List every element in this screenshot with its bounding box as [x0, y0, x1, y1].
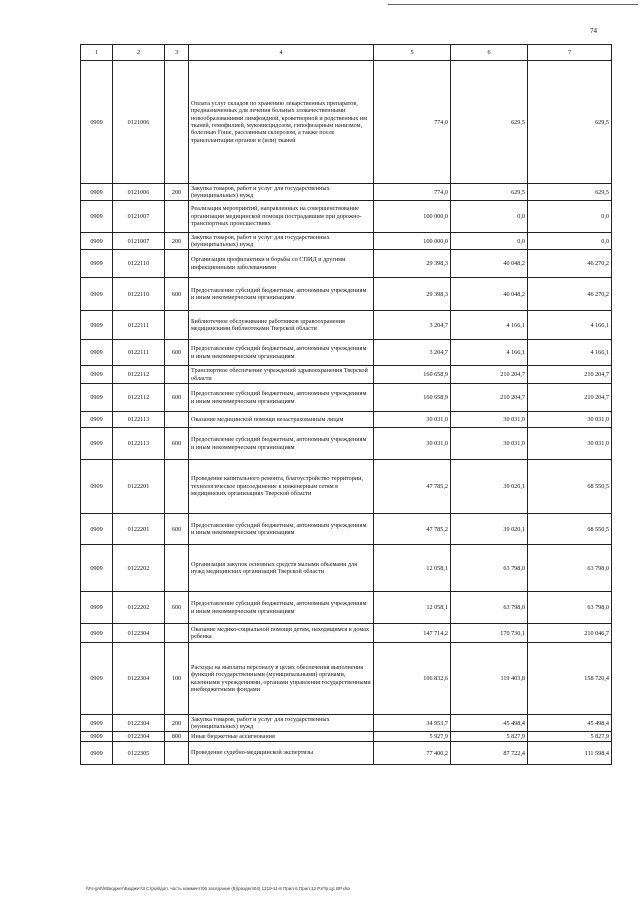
amount-col5-cell: 12 058,1 [374, 545, 451, 592]
target-article-cell: 0122112 [113, 384, 165, 412]
table-row [81, 624, 612, 643]
target-article-cell: 0122305 [113, 742, 165, 765]
amount-col5-cell: 160 658,9 [374, 384, 451, 412]
target-article-cell: 0122304 [113, 715, 165, 732]
description-cell: Предоставление субсидий бюджетным, автономным учреждениям и иным некоммерческим организациям [189, 340, 374, 366]
description-cell: Организация профилактики и борьбы со СПИД и другими инфекционными заболеваниями [189, 250, 374, 278]
target-article-cell: 0122201 [113, 514, 165, 545]
amount-col6-cell: 39 020,1 [451, 514, 528, 545]
target-article-cell: 0122113 [113, 412, 165, 428]
expense-type-cell: 200 [165, 715, 189, 732]
page-number: 74 [590, 27, 597, 35]
budget-table [80, 44, 612, 765]
amount-col7-cell: 629,5 [528, 184, 612, 201]
expense-type-cell: 600 [165, 592, 189, 624]
amount-col7-cell: 210 204,7 [528, 384, 612, 412]
amount-col7-cell: 63 798,0 [528, 592, 612, 624]
section-code-cell: 0909 [81, 592, 113, 624]
amount-col5-cell: 3 204,7 [374, 340, 451, 366]
target-article-cell: 0122304 [113, 643, 165, 715]
expense-type-cell [165, 460, 189, 514]
description-cell: Иные бюджетные ассигнования [189, 732, 374, 742]
amount-col5-cell: 34 953,7 [374, 715, 451, 732]
amount-col5-cell: 29 398,3 [374, 278, 451, 311]
amount-col7-cell: 4 166,1 [528, 311, 612, 340]
description-cell: Оказание медицинской помощи незастрахованным лицам [189, 412, 374, 428]
table-row [81, 412, 612, 428]
table-row [81, 592, 612, 624]
table-header-row [81, 45, 612, 61]
table-row [81, 250, 612, 278]
amount-col5-cell: 160 658,9 [374, 366, 451, 384]
amount-col6-cell: 30 031,0 [451, 428, 528, 460]
description-cell: Закупка товаров, работ и услуг для государственных (муниципальных) нужд [189, 233, 374, 250]
amount-col5-cell: 47 785,2 [374, 460, 451, 514]
amount-col6-cell: 629,5 [451, 61, 528, 184]
amount-col6-cell: 4 166,1 [451, 311, 528, 340]
table-row [81, 340, 612, 366]
section-code-cell: 0909 [81, 366, 113, 384]
description-cell: Организация закупок основных средств малыми объемами для нужд медицинских организаций Тверской области [189, 545, 374, 592]
expense-type-cell: 600 [165, 278, 189, 311]
description-cell: Предоставление субсидий бюджетным, автономным учреждениям и иным некоммерческим организациям [189, 514, 374, 545]
amount-col7-cell: 111 598,4 [528, 742, 612, 765]
expense-type-cell [165, 311, 189, 340]
column-header: 5 [374, 45, 451, 61]
amount-col7-cell: 0,0 [528, 233, 612, 250]
description-cell: Транспортное обеспечение учреждений здравоохранения Тверской области [189, 366, 374, 384]
expense-type-cell [165, 624, 189, 643]
expense-type-cell: 800 [165, 732, 189, 742]
target-article-cell: 0121007 [113, 201, 165, 233]
amount-col5-cell: 29 398,3 [374, 250, 451, 278]
amount-col6-cell: 0,0 [451, 201, 528, 233]
amount-col6-cell: 40 048,2 [451, 250, 528, 278]
expense-type-cell: 600 [165, 384, 189, 412]
top-rule [388, 4, 638, 5]
amount-col7-cell: 68 550,5 [528, 460, 612, 514]
description-cell: Закупка товаров, работ и услуг для государственных (муниципальных) нужд [189, 715, 374, 732]
section-code-cell: 0909 [81, 184, 113, 201]
amount-col6-cell: 87 722,4 [451, 742, 528, 765]
amount-col6-cell: 63 798,0 [451, 592, 528, 624]
section-code-cell: 0909 [81, 460, 113, 514]
amount-col7-cell: 45 498,4 [528, 715, 612, 732]
amount-col6-cell: 40 048,2 [451, 278, 528, 311]
amount-col5-cell: 106 832,6 [374, 643, 451, 715]
description-cell: Оказание медико-социальной помощи детям, находящимся в домах ребенка [189, 624, 374, 643]
amount-col7-cell: 68 550,5 [528, 514, 612, 545]
table-row [81, 643, 612, 715]
amount-col5-cell: 30 031,0 [374, 428, 451, 460]
table-row [81, 514, 612, 545]
table-row [81, 201, 612, 233]
expense-type-cell [165, 545, 189, 592]
target-article-cell: 0121006 [113, 61, 165, 184]
section-code-cell: 0909 [81, 250, 113, 278]
amount-col7-cell: 30 031,0 [528, 428, 612, 460]
description-cell: Закупка товаров, работ и услуг для государственных (муниципальных) нужд [189, 184, 374, 201]
target-article-cell: 0122111 [113, 311, 165, 340]
amount-col7-cell: 629,5 [528, 61, 612, 184]
amount-col6-cell: 30 031,0 [451, 412, 528, 428]
file-path-footer: \\Fs-gnt\fs\Бюджет\Бюджет\3 Строй\доп. часть коммент\06 заседание (9)\раздел\04) 1219-11-8 Прил.6 Прил.12 РзПр Цс ВР.xlsx [86, 886, 351, 891]
target-article-cell: 0121006 [113, 184, 165, 201]
target-article-cell: 0122113 [113, 428, 165, 460]
amount-col6-cell: 210 204,7 [451, 384, 528, 412]
amount-col5-cell: 774,0 [374, 61, 451, 184]
amount-col5-cell: 30 031,0 [374, 412, 451, 428]
description-cell: Предоставление субсидий бюджетным, автономным учреждениям и иным некоммерческим организациям [189, 428, 374, 460]
amount-col7-cell: 4 166,1 [528, 340, 612, 366]
expense-type-cell: 600 [165, 514, 189, 545]
column-header: 4 [189, 45, 374, 61]
column-header: 7 [528, 45, 612, 61]
table-row [81, 545, 612, 592]
description-cell: Проведение судебно-медицинской экспертизы [189, 742, 374, 765]
description-cell: Библиотечное обслуживание работников здравоохранения медицинскими библиотеками Тверской области [189, 311, 374, 340]
target-article-cell: 0122202 [113, 592, 165, 624]
amount-col5-cell: 77 400,2 [374, 742, 451, 765]
description-cell: Предоставление субсидий бюджетным, автономным учреждениям и иным некоммерческим организациям [189, 278, 374, 311]
description-cell: Оплата услуг складов по хранению лекарственных препаратов, предназначенных для лечения больных злокачественными новообразованиями лимфоидной, кроветворной и родственных им тканей, гемофилией, муковисцидозом, гипофизарным нанизмом, болезнью Гоше, рассеянным склерозом, а также после трансплантации органов и (или) тканей [189, 61, 374, 184]
target-article-cell: 0122304 [113, 624, 165, 643]
section-code-cell: 0909 [81, 742, 113, 765]
target-article-cell: 0122304 [113, 732, 165, 742]
column-header: 6 [451, 45, 528, 61]
table-row [81, 61, 612, 184]
table-row [81, 278, 612, 311]
expense-type-cell [165, 61, 189, 184]
target-article-cell: 0121007 [113, 233, 165, 250]
amount-col6-cell: 39 020,1 [451, 460, 528, 514]
amount-col7-cell: 30 031,0 [528, 412, 612, 428]
section-code-cell: 0909 [81, 412, 113, 428]
description-cell: Предоставление субсидий бюджетным, автономным учреждениям и иным некоммерческим организациям [189, 592, 374, 624]
amount-col7-cell: 210 046,7 [528, 624, 612, 643]
column-header: 2 [113, 45, 165, 61]
column-header: 1 [81, 45, 113, 61]
target-article-cell: 0122202 [113, 545, 165, 592]
table-row [81, 311, 612, 340]
amount-col6-cell: 5 827,9 [451, 732, 528, 742]
amount-col5-cell: 100 000,0 [374, 201, 451, 233]
section-code-cell: 0909 [81, 545, 113, 592]
expense-type-cell [165, 366, 189, 384]
section-code-cell: 0909 [81, 715, 113, 732]
section-code-cell: 0909 [81, 201, 113, 233]
amount-col5-cell: 12 058,1 [374, 592, 451, 624]
amount-col7-cell: 210 204,7 [528, 366, 612, 384]
section-code-cell: 0909 [81, 340, 113, 366]
table-row [81, 184, 612, 201]
table-row [81, 742, 612, 765]
amount-col5-cell: 3 204,7 [374, 311, 451, 340]
target-article-cell: 0122112 [113, 366, 165, 384]
target-article-cell: 0122110 [113, 278, 165, 311]
expense-type-cell [165, 412, 189, 428]
description-cell: Реализация мероприятий, направленных на совершенствование организации медицинской помощи пострадавшим при дорожно-транспортных происшествиях [189, 201, 374, 233]
target-article-cell: 0122110 [113, 250, 165, 278]
amount-col6-cell: 119 403,8 [451, 643, 528, 715]
expense-type-cell [165, 250, 189, 278]
amount-col7-cell: 46 270,2 [528, 278, 612, 311]
amount-col7-cell: 46 270,2 [528, 250, 612, 278]
amount-col5-cell: 147 714,2 [374, 624, 451, 643]
section-code-cell: 0909 [81, 278, 113, 311]
amount-col7-cell: 63 798,0 [528, 545, 612, 592]
table-row [81, 715, 612, 732]
section-code-cell: 0909 [81, 643, 113, 715]
target-article-cell: 0122111 [113, 340, 165, 366]
section-code-cell: 0909 [81, 624, 113, 643]
description-cell: Расходы на выплаты персоналу в целях обеспечения выполнения функций государственными (муниципальными) органами, казенными учреждениями, органами управления государственными внебюджетными фондами [189, 643, 374, 715]
table-row [81, 732, 612, 742]
expense-type-cell: 100 [165, 643, 189, 715]
amount-col7-cell: 0,0 [528, 201, 612, 233]
section-code-cell: 0909 [81, 61, 113, 184]
table-row [81, 366, 612, 384]
amount-col6-cell: 0,0 [451, 233, 528, 250]
amount-col7-cell: 158 720,4 [528, 643, 612, 715]
amount-col5-cell: 100 000,0 [374, 233, 451, 250]
description-cell: Проведение капитального ремонта, благоустройство территории, технологическое присоединение к инженерным сетям в медицинских организациях Тверской области [189, 460, 374, 514]
table-row [81, 428, 612, 460]
expense-type-cell [165, 742, 189, 765]
expense-type-cell: 200 [165, 233, 189, 250]
amount-col6-cell: 63 798,0 [451, 545, 528, 592]
section-code-cell: 0909 [81, 233, 113, 250]
column-header: 3 [165, 45, 189, 61]
amount-col6-cell: 210 204,7 [451, 366, 528, 384]
expense-type-cell: 600 [165, 428, 189, 460]
amount-col6-cell: 170 730,1 [451, 624, 528, 643]
section-code-cell: 0909 [81, 732, 113, 742]
table-row [81, 460, 612, 514]
amount-col5-cell: 5 927,9 [374, 732, 451, 742]
expense-type-cell: 200 [165, 184, 189, 201]
description-cell: Предоставление субсидий бюджетным, автономным учреждениям и иным некоммерческим организациям [189, 384, 374, 412]
section-code-cell: 0909 [81, 311, 113, 340]
amount-col7-cell: 5 827,9 [528, 732, 612, 742]
amount-col6-cell: 629,5 [451, 184, 528, 201]
table-row [81, 384, 612, 412]
target-article-cell: 0122201 [113, 460, 165, 514]
amount-col5-cell: 47 785,2 [374, 514, 451, 545]
section-code-cell: 0909 [81, 428, 113, 460]
table-row [81, 233, 612, 250]
expense-type-cell [165, 201, 189, 233]
amount-col6-cell: 4 166,1 [451, 340, 528, 366]
expense-type-cell: 600 [165, 340, 189, 366]
section-code-cell: 0909 [81, 514, 113, 545]
section-code-cell: 0909 [81, 384, 113, 412]
amount-col5-cell: 774,0 [374, 184, 451, 201]
amount-col6-cell: 45 498,4 [451, 715, 528, 732]
